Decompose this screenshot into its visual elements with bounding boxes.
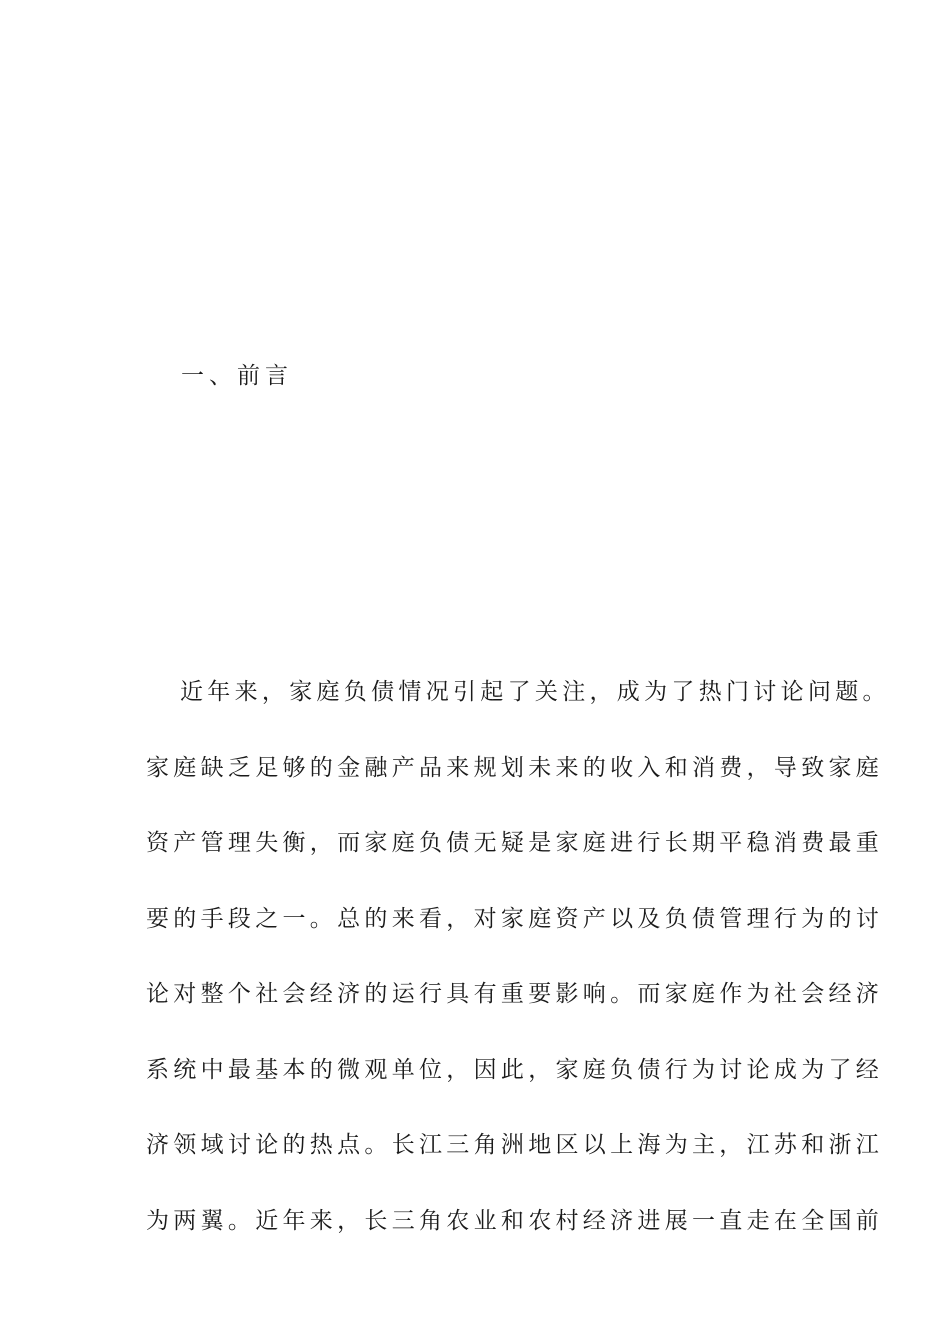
paragraph-line: 系统中最基本的微观单位，因此，家庭负债行为讨论成为了经 <box>146 1056 884 1083</box>
body-paragraph <box>146 655 890 1259</box>
paragraph-line: 要的手段之一。总的来看，对家庭资产以及负债管理行为的讨 <box>146 905 884 932</box>
paragraph-line: 为两翼。近年来，长三角农业和农村经济进展一直走在全国前 <box>146 1207 884 1234</box>
paragraph-line: 论对整个社会经济的运行具有重要影响。而家庭作为社会经济 <box>146 981 884 1007</box>
paragraph-line: 济领域讨论的热点。长江三角洲地区以上海为主，江苏和浙江 <box>146 1132 884 1158</box>
section-heading: 一、前言 <box>181 363 293 389</box>
paragraph-line: 家庭缺乏足够的金融产品来规划未来的收入和消费，导致家庭 <box>146 754 884 781</box>
paragraph-line: 近年来，家庭负债情况引起了关注，成为了热门讨论问题。 <box>180 679 890 705</box>
paragraph-line: 资产管理失衡，而家庭负债无疑是家庭进行长期平稳消费最重 <box>146 830 884 856</box>
